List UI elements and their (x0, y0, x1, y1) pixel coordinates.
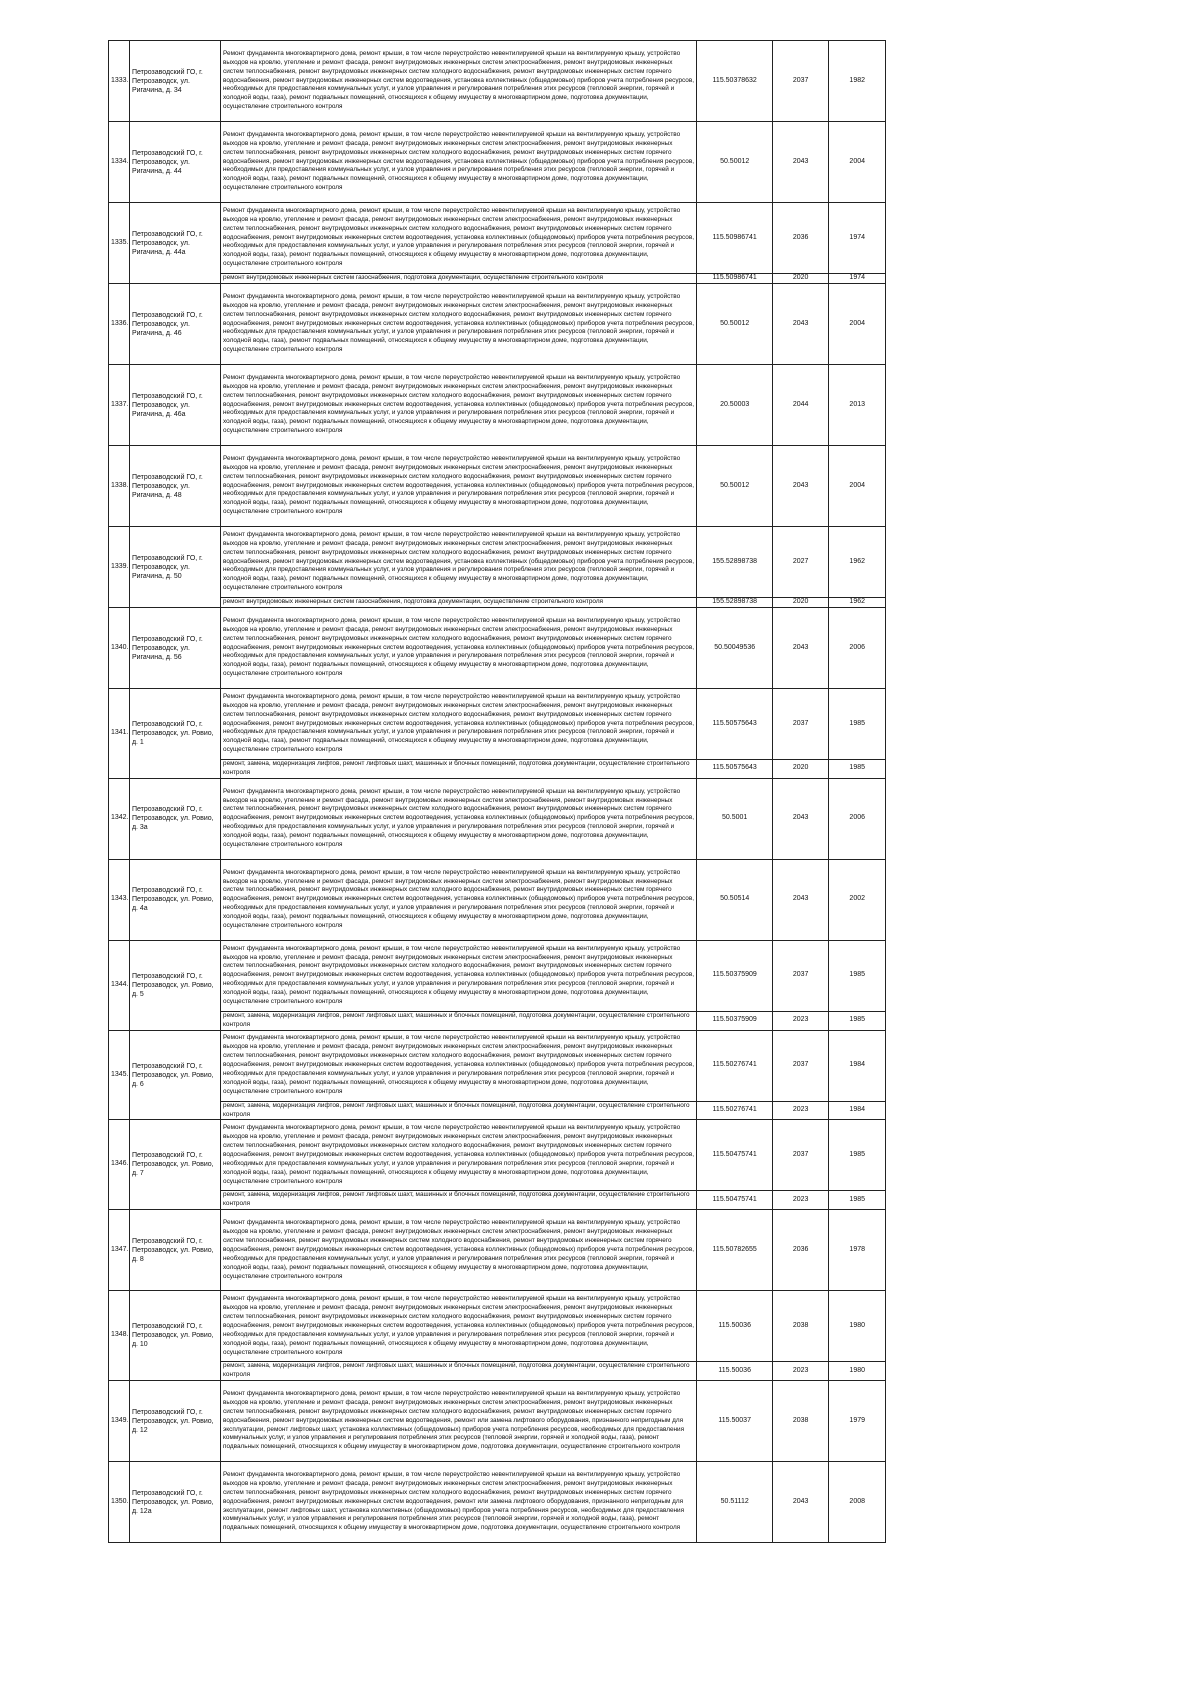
build-year-cell: 1982 (829, 41, 886, 122)
cost-code-cell: 115.50036 (697, 1362, 772, 1381)
table-row (109, 122, 886, 203)
work-description-cell: Ремонт фундамента многоквартирного дома, ремонт крыши, в том числе переустройство невентилируемой крыши на вентилируемую крышу, устройство выходов на кровлю, утепление и ремонт фасада, ремонт внутридомовых инженерных систем электроснабжения, ремонт внутридомовых инженерных систем теплоснабжения, ремонт внутридомовых инженерных систем холодного водоснабжения, ремонт внутридомовых инженерных систем горячего водоснабжения, ремонт внутридомовых инженерных систем водоотведения, установка коллективных (общедомовых) приборов учета потребления ресурсов, необходимых для предоставления коммунальных услуг, и узлов управления и регулирования потребления этих ресурсов (тепловой энергии, горячей и холодной воды, газа), ремонт подвальных помещений, относящихся к общему имуществу в многоквартирном доме, подготовка документации, осуществление строительного контроля (221, 365, 697, 446)
cost-code-cell: 50.50049536 (697, 608, 772, 689)
address-cell: Петрозаводский ГО, г. Петрозаводск, ул. Ровио, д. 12 (129, 1381, 220, 1462)
work-description-cell: Ремонт фундамента многоквартирного дома, ремонт крыши, в том числе переустройство невентилируемой крыши на вентилируемую крышу, устройство выходов на кровлю, утепление и ремонт фасада, ремонт внутридомовых инженерных систем электроснабжения, ремонт внутридомовых инженерных систем теплоснабжения, ремонт внутридомовых инженерных систем холодного водоснабжения, ремонт внутридомовых инженерных систем горячего водоснабжения, ремонт внутридомовых инженерных систем водоотведения, установка коллективных (общедомовых) приборов учета потребления ресурсов, необходимых для предоставления коммунальных услуг, и узлов управления и регулирования потребления этих ресурсов (тепловой энергии, горячей и холодной воды, газа), ремонт подвальных помещений, относящихся к общему имуществу в многоквартирном доме, подготовка документации, осуществление строительного контроля (221, 203, 697, 274)
repair-program-table (108, 40, 886, 1543)
address-cell: Петрозаводский ГО, г. Петрозаводск, ул. Ровио, д. 7 (129, 1120, 220, 1210)
row-number: 1344. (109, 940, 130, 1030)
plan-year-cell: 2037 (772, 1030, 829, 1101)
build-year-cell: 1985 (829, 689, 886, 760)
plan-year-cell: 2037 (772, 689, 829, 760)
table-row (109, 41, 886, 122)
build-year-cell: 2004 (829, 122, 886, 203)
cost-code-cell: 115.50986741 (697, 203, 772, 274)
work-description-cell: Ремонт фундамента многоквартирного дома, ремонт крыши, в том числе переустройство невентилируемой крыши на вентилируемую крышу, устройство выходов на кровлю, утепление и ремонт фасада, ремонт внутридомовых инженерных систем электроснабжения, ремонт внутридомовых инженерных систем теплоснабжения, ремонт внутридомовых инженерных систем холодного водоснабжения, ремонт внутридомовых инженерных систем горячего водоснабжения, ремонт внутридомовых инженерных систем водоотведения, установка коллективных (общедомовых) приборов учета потребления ресурсов, необходимых для предоставления коммунальных услуг, и узлов управления и регулирования потребления этих ресурсов (тепловой энергии, горячей и холодной воды, газа), ремонт подвальных помещений, относящихся к общему имуществу в многоквартирном доме, подготовка документации, осуществление строительного контроля (221, 1120, 697, 1191)
table-row (109, 527, 886, 598)
work-description-cell: Ремонт фундамента многоквартирного дома, ремонт крыши, в том числе переустройство невентилируемой крыши на вентилируемую крышу, устройство выходов на кровлю, утепление и ремонт фасада, ремонт внутридомовых инженерных систем электроснабжения, ремонт внутридомовых инженерных систем теплоснабжения, ремонт внутридомовых инженерных систем холодного водоснабжения, ремонт внутридомовых инженерных систем горячего водоснабжения, ремонт внутридомовых инженерных систем водоотведения, установка коллективных (общедомовых) приборов учета потребления ресурсов, необходимых для предоставления коммунальных услуг, и узлов управления и регулирования потребления этих ресурсов (тепловой энергии, горячей и холодной воды, газа), ремонт подвальных помещений, относящихся к общему имуществу в многоквартирном доме, подготовка документации, осуществление строительного контроля (221, 778, 697, 859)
row-number: 1345. (109, 1030, 130, 1120)
row-number: 1338. (109, 446, 130, 527)
row-number: 1342. (109, 778, 130, 859)
table-row (109, 778, 886, 859)
work-description-cell: ремонт, замена, модернизация лифтов, ремонт лифтовых шахт, машинных и блочных помещений, подготовка документации, осуществление строительного контроля (221, 760, 697, 779)
table-row (109, 1381, 886, 1462)
work-description-cell: Ремонт фундамента многоквартирного дома, ремонт крыши, в том числе переустройство невентилируемой крыши на вентилируемую крышу, устройство выходов на кровлю, утепление и ремонт фасада, ремонт внутридомовых инженерных систем электроснабжения, ремонт внутридомовых инженерных систем теплоснабжения, ремонт внутридомовых инженерных систем холодного водоснабжения, ремонт внутридомовых инженерных систем горячего водоснабжения, ремонт внутридомовых инженерных систем водоотведения, установка коллективных (общедомовых) приборов учета потребления ресурсов, необходимых для предоставления коммунальных услуг, и узлов управления и регулирования потребления этих ресурсов (тепловой энергии, горячей и холодной воды, газа), ремонт подвальных помещений, относящихся к общему имуществу в многоквартирном доме, подготовка документации, осуществление строительного контроля (221, 122, 697, 203)
cost-code-cell: 115.50037 (697, 1381, 772, 1462)
address-cell: Петрозаводский ГО, г. Петрозаводск, ул. Ригачина, д. 50 (129, 527, 220, 608)
cost-code-cell: 115.50782655 (697, 1210, 772, 1291)
row-number: 1337. (109, 365, 130, 446)
table-subrow (109, 1101, 886, 1120)
build-year-cell: 2008 (829, 1462, 886, 1543)
table-row (109, 1291, 886, 1362)
work-description-cell: Ремонт фундамента многоквартирного дома, ремонт крыши, в том числе переустройство невентилируемой крыши на вентилируемую крышу, устройство выходов на кровлю, утепление и ремонт фасада, ремонт внутридомовых инженерных систем электроснабжения, ремонт внутридомовых инженерных систем теплоснабжения, ремонт внутридомовых инженерных систем холодного водоснабжения, ремонт внутридомовых инженерных систем горячего водоснабжения, ремонт внутридомовых инженерных систем водоотведения, установка коллективных (общедомовых) приборов учета потребления ресурсов, необходимых для предоставления коммунальных услуг, и узлов управления и регулирования потребления этих ресурсов (тепловой энергии, горячей и холодной воды, газа), ремонт подвальных помещений, относящихся к общему имуществу в многоквартирном доме, подготовка документации, осуществление строительного контроля (221, 527, 697, 598)
table-subrow (109, 760, 886, 779)
cost-code-cell: 115.50378632 (697, 41, 772, 122)
plan-year-cell: 2037 (772, 940, 829, 1011)
table-row (109, 1210, 886, 1291)
cost-code-cell: 115.50575643 (697, 689, 772, 760)
build-year-cell: 2006 (829, 778, 886, 859)
plan-year-cell: 2027 (772, 527, 829, 598)
cost-code-cell: 115.50375909 (697, 940, 772, 1011)
table-row (109, 203, 886, 274)
row-number: 1335. (109, 203, 130, 284)
build-year-cell: 1978 (829, 1210, 886, 1291)
row-number: 1343. (109, 859, 130, 940)
address-cell: Петрозаводский ГО, г. Петрозаводск, ул. Ровио, д. 3а (129, 778, 220, 859)
work-description-cell: Ремонт фундамента многоквартирного дома, ремонт крыши, в том числе переустройство невентилируемой крыши на вентилируемую крышу, устройство выходов на кровлю, утепление и ремонт фасада, ремонт внутридомовых инженерных систем электроснабжения, ремонт внутридомовых инженерных систем теплоснабжения, ремонт внутридомовых инженерных систем холодного водоснабжения, ремонт внутридомовых инженерных систем горячего водоснабжения, ремонт внутридомовых инженерных систем водоотведения, установка коллективных (общедомовых) приборов учета потребления ресурсов, необходимых для предоставления коммунальных услуг, и узлов управления и регулирования потребления этих ресурсов (тепловой энергии, горячей и холодной воды, газа), ремонт подвальных помещений, относящихся к общему имуществу в многоквартирном доме, подготовка документации, осуществление строительного контроля (221, 859, 697, 940)
address-cell: Петрозаводский ГО, г. Петрозаводск, ул. Ригачина, д. 48 (129, 446, 220, 527)
work-description-cell: ремонт, замена, модернизация лифтов, ремонт лифтовых шахт, машинных и блочных помещений, подготовка документации, осуществление строительного контроля (221, 1362, 697, 1381)
build-year-cell: 2002 (829, 859, 886, 940)
address-cell: Петрозаводский ГО, г. Петрозаводск, ул. Ровио, д. 6 (129, 1030, 220, 1120)
work-description-cell: ремонт внутридомовых инженерных систем газоснабжения, подготовка документации, осуществление строительного контроля (221, 598, 697, 608)
table-row (109, 689, 886, 760)
plan-year-cell: 2023 (772, 1191, 829, 1210)
address-cell: Петрозаводский ГО, г. Петрозаводск, ул. Ровио, д. 8 (129, 1210, 220, 1291)
table-row (109, 1462, 886, 1543)
table-row (109, 859, 886, 940)
plan-year-cell: 2043 (772, 778, 829, 859)
work-description-cell: Ремонт фундамента многоквартирного дома, ремонт крыши, в том числе переустройство невентилируемой крыши на вентилируемую крышу, устройство выходов на кровлю, утепление и ремонт фасада, ремонт внутридомовых инженерных систем электроснабжения, ремонт внутридомовых инженерных систем теплоснабжения, ремонт внутридомовых инженерных систем холодного водоснабжения, ремонт внутридомовых инженерных систем горячего водоснабжения, ремонт внутридомовых инженерных систем водоотведения, установка коллективных (общедомовых) приборов учета потребления ресурсов, необходимых для предоставления коммунальных услуг, и узлов управления и регулирования потребления этих ресурсов (тепловой энергии, горячей и холодной воды, газа), ремонт подвальных помещений, относящихся к общему имуществу в многоквартирном доме, подготовка документации, осуществление строительного контроля (221, 41, 697, 122)
work-description-cell: Ремонт фундамента многоквартирного дома, ремонт крыши, в том числе переустройство невентилируемой крыши на вентилируемую крышу, устройство выходов на кровлю, утепление и ремонт фасада, ремонт внутридомовых инженерных систем электроснабжения, ремонт внутридомовых инженерных систем теплоснабжения, ремонт внутридомовых инженерных систем холодного водоснабжения, ремонт внутридомовых инженерных систем горячего водоснабжения, ремонт внутридомовых инженерных систем водоотведения, установка коллективных (общедомовых) приборов учета потребления ресурсов, необходимых для предоставления коммунальных услуг, и узлов управления и регулирования потребления этих ресурсов (тепловой энергии, горячей и холодной воды, газа), ремонт подвальных помещений, относящихся к общему имуществу в многоквартирном доме, подготовка документации, осуществление строительного контроля (221, 1030, 697, 1101)
build-year-cell: 1985 (829, 1191, 886, 1210)
table-subrow (109, 1011, 886, 1030)
work-description-cell: Ремонт фундамента многоквартирного дома, ремонт крыши, в том числе переустройство невентилируемой крыши на вентилируемую крышу, устройство выходов на кровлю, утепление и ремонт фасада, ремонт внутридомовых инженерных систем электроснабжения, ремонт внутридомовых инженерных систем теплоснабжения, ремонт внутридомовых инженерных систем холодного водоснабжения, ремонт внутридомовых инженерных систем горячего водоснабжения, ремонт внутридомовых инженерных систем водоотведения, ремонт или замена лифтового оборудования, признанного непригодным для эксплуатации, ремонт лифтовых шахт, установка коллективных (общедомовых) приборов учета потребления ресурсов, необходимых для предоставления коммунальных услуг, и узлов управления и регулирования потребления этих ресурсов (тепловой энергии, горячей и холодной воды, газа), ремонт подвальных помещений, относящихся к общему имуществу в многоквартирном доме, подготовка документации, осуществление строительного контроля (221, 1462, 697, 1543)
plan-year-cell: 2044 (772, 365, 829, 446)
plan-year-cell: 2037 (772, 41, 829, 122)
build-year-cell: 1962 (829, 598, 886, 608)
cost-code-cell: 115.50986741 (697, 274, 772, 284)
cost-code-cell: 115.50475741 (697, 1191, 772, 1210)
plan-year-cell: 2020 (772, 598, 829, 608)
cost-code-cell: 115.50276741 (697, 1101, 772, 1120)
plan-year-cell: 2038 (772, 1381, 829, 1462)
cost-code-cell: 20.50003 (697, 365, 772, 446)
plan-year-cell: 2036 (772, 1210, 829, 1291)
row-number: 1339. (109, 527, 130, 608)
cost-code-cell: 50.50012 (697, 122, 772, 203)
build-year-cell: 1980 (829, 1362, 886, 1381)
build-year-cell: 1985 (829, 1011, 886, 1030)
plan-year-cell: 2020 (772, 274, 829, 284)
cost-code-cell: 115.50276741 (697, 1030, 772, 1101)
plan-year-cell: 2043 (772, 446, 829, 527)
address-cell: Петрозаводский ГО, г. Петрозаводск, ул. Ригачина, д. 44а (129, 203, 220, 284)
cost-code-cell: 50.50012 (697, 446, 772, 527)
row-number: 1341. (109, 689, 130, 779)
work-description-cell: ремонт, замена, модернизация лифтов, ремонт лифтовых шахт, машинных и блочных помещений, подготовка документации, осуществление строительного контроля (221, 1191, 697, 1210)
cost-code-cell: 115.50036 (697, 1291, 772, 1362)
work-description-cell: Ремонт фундамента многоквартирного дома, ремонт крыши, в том числе переустройство невентилируемой крыши на вентилируемую крышу, устройство выходов на кровлю, утепление и ремонт фасада, ремонт внутридомовых инженерных систем электроснабжения, ремонт внутридомовых инженерных систем теплоснабжения, ремонт внутридомовых инженерных систем холодного водоснабжения, ремонт внутридомовых инженерных систем горячего водоснабжения, ремонт внутридомовых инженерных систем водоотведения, ремонт или замена лифтового оборудования, признанного непригодным для эксплуатации, ремонт лифтовых шахт, установка коллективных (общедомовых) приборов учета потребления ресурсов, необходимых для предоставления коммунальных услуг, и узлов управления и регулирования потребления этих ресурсов (тепловой энергии, горячей и холодной воды, газа), ремонт подвальных помещений, относящихся к общему имуществу в многоквартирном доме, подготовка документации, осуществление строительного контроля (221, 1381, 697, 1462)
row-number: 1350. (109, 1462, 130, 1543)
build-year-cell: 2004 (829, 284, 886, 365)
row-number: 1334. (109, 122, 130, 203)
cost-code-cell: 50.50012 (697, 284, 772, 365)
work-description-cell: ремонт, замена, модернизация лифтов, ремонт лифтовых шахт, машинных и блочных помещений, подготовка документации, осуществление строительного контроля (221, 1011, 697, 1030)
table-row (109, 1120, 886, 1191)
cost-code-cell: 115.50375909 (697, 1011, 772, 1030)
work-description-cell: ремонт внутридомовых инженерных систем газоснабжения, подготовка документации, осуществление строительного контроля (221, 274, 697, 284)
table-row (109, 284, 886, 365)
address-cell: Петрозаводский ГО, г. Петрозаводск, ул. Ровио, д. 10 (129, 1291, 220, 1381)
plan-year-cell: 2036 (772, 203, 829, 274)
address-cell: Петрозаводский ГО, г. Петрозаводск, ул. Ровио, д. 4а (129, 859, 220, 940)
build-year-cell: 1980 (829, 1291, 886, 1362)
build-year-cell: 2006 (829, 608, 886, 689)
work-description-cell: Ремонт фундамента многоквартирного дома, ремонт крыши, в том числе переустройство невентилируемой крыши на вентилируемую крышу, устройство выходов на кровлю, утепление и ремонт фасада, ремонт внутридомовых инженерных систем электроснабжения, ремонт внутридомовых инженерных систем теплоснабжения, ремонт внутридомовых инженерных систем холодного водоснабжения, ремонт внутридомовых инженерных систем горячего водоснабжения, ремонт внутридомовых инженерных систем водоотведения, установка коллективных (общедомовых) приборов учета потребления ресурсов, необходимых для предоставления коммунальных услуг, и узлов управления и регулирования потребления этих ресурсов (тепловой энергии, горячей и холодной воды, газа), ремонт подвальных помещений, относящихся к общему имуществу в многоквартирном доме, подготовка документации, осуществление строительного контроля (221, 446, 697, 527)
plan-year-cell: 2037 (772, 1120, 829, 1191)
table-row (109, 608, 886, 689)
row-number: 1349. (109, 1381, 130, 1462)
build-year-cell: 2013 (829, 365, 886, 446)
plan-year-cell: 2038 (772, 1291, 829, 1362)
build-year-cell: 1962 (829, 527, 886, 598)
cost-code-cell: 50.5001 (697, 778, 772, 859)
plan-year-cell: 2043 (772, 859, 829, 940)
address-cell: Петрозаводский ГО, г. Петрозаводск, ул. Ригачина, д. 46 (129, 284, 220, 365)
build-year-cell: 1974 (829, 274, 886, 284)
plan-year-cell: 2043 (772, 284, 829, 365)
table-row (109, 446, 886, 527)
plan-year-cell: 2023 (772, 1362, 829, 1381)
table-body (109, 41, 886, 1543)
work-description-cell: ремонт, замена, модернизация лифтов, ремонт лифтовых шахт, машинных и блочных помещений, подготовка документации, осуществление строительного контроля (221, 1101, 697, 1120)
table-subrow (109, 274, 886, 284)
address-cell: Петрозаводский ГО, г. Петрозаводск, ул. Ровио, д. 1 (129, 689, 220, 779)
build-year-cell: 1979 (829, 1381, 886, 1462)
work-description-cell: Ремонт фундамента многоквартирного дома, ремонт крыши, в том числе переустройство невентилируемой крыши на вентилируемую крышу, устройство выходов на кровлю, утепление и ремонт фасада, ремонт внутридомовых инженерных систем электроснабжения, ремонт внутридомовых инженерных систем теплоснабжения, ремонт внутридомовых инженерных систем холодного водоснабжения, ремонт внутридомовых инженерных систем горячего водоснабжения, ремонт внутридомовых инженерных систем водоотведения, установка коллективных (общедомовых) приборов учета потребления ресурсов, необходимых для предоставления коммунальных услуг, и узлов управления и регулирования потребления этих ресурсов (тепловой энергии, горячей и холодной воды, газа), ремонт подвальных помещений, относящихся к общему имуществу в многоквартирном доме, подготовка документации, осуществление строительного контроля (221, 284, 697, 365)
build-year-cell: 1985 (829, 760, 886, 779)
build-year-cell: 1974 (829, 203, 886, 274)
address-cell: Петрозаводский ГО, г. Петрозаводск, ул. Ровио, д. 5 (129, 940, 220, 1030)
work-description-cell: Ремонт фундамента многоквартирного дома, ремонт крыши, в том числе переустройство невентилируемой крыши на вентилируемую крышу, устройство выходов на кровлю, утепление и ремонт фасада, ремонт внутридомовых инженерных систем электроснабжения, ремонт внутридомовых инженерных систем теплоснабжения, ремонт внутридомовых инженерных систем холодного водоснабжения, ремонт внутридомовых инженерных систем горячего водоснабжения, ремонт внутридомовых инженерных систем водоотведения, установка коллективных (общедомовых) приборов учета потребления ресурсов, необходимых для предоставления коммунальных услуг, и узлов управления и регулирования потребления этих ресурсов (тепловой энергии, горячей и холодной воды, газа), ремонт подвальных помещений, относящихся к общему имуществу в многоквартирном доме, подготовка документации, осуществление строительного контроля (221, 608, 697, 689)
cost-code-cell: 155.52898738 (697, 527, 772, 598)
plan-year-cell: 2043 (772, 122, 829, 203)
address-cell: Петрозаводский ГО, г. Петрозаводск, ул. Ровио, д. 12а (129, 1462, 220, 1543)
build-year-cell: 2004 (829, 446, 886, 527)
table-subrow (109, 598, 886, 608)
row-number: 1346. (109, 1120, 130, 1210)
address-cell: Петрозаводский ГО, г. Петрозаводск, ул. Ригачина, д. 34 (129, 41, 220, 122)
cost-code-cell: 50.51112 (697, 1462, 772, 1543)
plan-year-cell: 2023 (772, 1101, 829, 1120)
address-cell: Петрозаводский ГО, г. Петрозаводск, ул. Ригачина, д. 56 (129, 608, 220, 689)
table-subrow (109, 1191, 886, 1210)
cost-code-cell: 115.50475741 (697, 1120, 772, 1191)
build-year-cell: 1984 (829, 1030, 886, 1101)
table-row (109, 940, 886, 1011)
plan-year-cell: 2023 (772, 1011, 829, 1030)
build-year-cell: 1984 (829, 1101, 886, 1120)
build-year-cell: 1985 (829, 940, 886, 1011)
plan-year-cell: 2020 (772, 760, 829, 779)
work-description-cell: Ремонт фундамента многоквартирного дома, ремонт крыши, в том числе переустройство невентилируемой крыши на вентилируемую крышу, устройство выходов на кровлю, утепление и ремонт фасада, ремонт внутридомовых инженерных систем электроснабжения, ремонт внутридомовых инженерных систем теплоснабжения, ремонт внутридомовых инженерных систем холодного водоснабжения, ремонт внутридомовых инженерных систем горячего водоснабжения, ремонт внутридомовых инженерных систем водоотведения, установка коллективных (общедомовых) приборов учета потребления ресурсов, необходимых для предоставления коммунальных услуг, и узлов управления и регулирования потребления этих ресурсов (тепловой энергии, горячей и холодной воды, газа), ремонт подвальных помещений, относящихся к общему имуществу в многоквартирном доме, подготовка документации, осуществление строительного контроля (221, 1291, 697, 1362)
row-number: 1336. (109, 284, 130, 365)
table-subrow (109, 1362, 886, 1381)
table-row (109, 1030, 886, 1101)
row-number: 1333. (109, 41, 130, 122)
cost-code-cell: 50.50514 (697, 859, 772, 940)
cost-code-cell: 115.50575643 (697, 760, 772, 779)
plan-year-cell: 2043 (772, 1462, 829, 1543)
cost-code-cell: 155.52898738 (697, 598, 772, 608)
build-year-cell: 1985 (829, 1120, 886, 1191)
work-description-cell: Ремонт фундамента многоквартирного дома, ремонт крыши, в том числе переустройство невентилируемой крыши на вентилируемую крышу, устройство выходов на кровлю, утепление и ремонт фасада, ремонт внутридомовых инженерных систем электроснабжения, ремонт внутридомовых инженерных систем теплоснабжения, ремонт внутридомовых инженерных систем холодного водоснабжения, ремонт внутридомовых инженерных систем горячего водоснабжения, ремонт внутридомовых инженерных систем водоотведения, установка коллективных (общедомовых) приборов учета потребления ресурсов, необходимых для предоставления коммунальных услуг, и узлов управления и регулирования потребления этих ресурсов (тепловой энергии, горячей и холодной воды, газа), ремонт подвальных помещений, относящихся к общему имуществу в многоквартирном доме, подготовка документации, осуществление строительного контроля (221, 1210, 697, 1291)
address-cell: Петрозаводский ГО, г. Петрозаводск, ул. Ригачина, д. 46а (129, 365, 220, 446)
address-cell: Петрозаводский ГО, г. Петрозаводск, ул. Ригачина, д. 44 (129, 122, 220, 203)
row-number: 1348. (109, 1291, 130, 1381)
plan-year-cell: 2043 (772, 608, 829, 689)
work-description-cell: Ремонт фундамента многоквартирного дома, ремонт крыши, в том числе переустройство невентилируемой крыши на вентилируемую крышу, устройство выходов на кровлю, утепление и ремонт фасада, ремонт внутридомовых инженерных систем электроснабжения, ремонт внутридомовых инженерных систем теплоснабжения, ремонт внутридомовых инженерных систем холодного водоснабжения, ремонт внутридомовых инженерных систем горячего водоснабжения, ремонт внутридомовых инженерных систем водоотведения, установка коллективных (общедомовых) приборов учета потребления ресурсов, необходимых для предоставления коммунальных услуг, и узлов управления и регулирования потребления этих ресурсов (тепловой энергии, горячей и холодной воды, газа), ремонт подвальных помещений, относящихся к общему имуществу в многоквартирном доме, подготовка документации, осуществление строительного контроля (221, 940, 697, 1011)
row-number: 1340. (109, 608, 130, 689)
row-number: 1347. (109, 1210, 130, 1291)
work-description-cell: Ремонт фундамента многоквартирного дома, ремонт крыши, в том числе переустройство невентилируемой крыши на вентилируемую крышу, устройство выходов на кровлю, утепление и ремонт фасада, ремонт внутридомовых инженерных систем электроснабжения, ремонт внутридомовых инженерных систем теплоснабжения, ремонт внутридомовых инженерных систем холодного водоснабжения, ремонт внутридомовых инженерных систем горячего водоснабжения, ремонт внутридомовых инженерных систем водоотведения, установка коллективных (общедомовых) приборов учета потребления ресурсов, необходимых для предоставления коммунальных услуг, и узлов управления и регулирования потребления этих ресурсов (тепловой энергии, горячей и холодной воды, газа), ремонт подвальных помещений, относящихся к общему имуществу в многоквартирном доме, подготовка документации, осуществление строительного контроля (221, 689, 697, 760)
table-row (109, 365, 886, 446)
